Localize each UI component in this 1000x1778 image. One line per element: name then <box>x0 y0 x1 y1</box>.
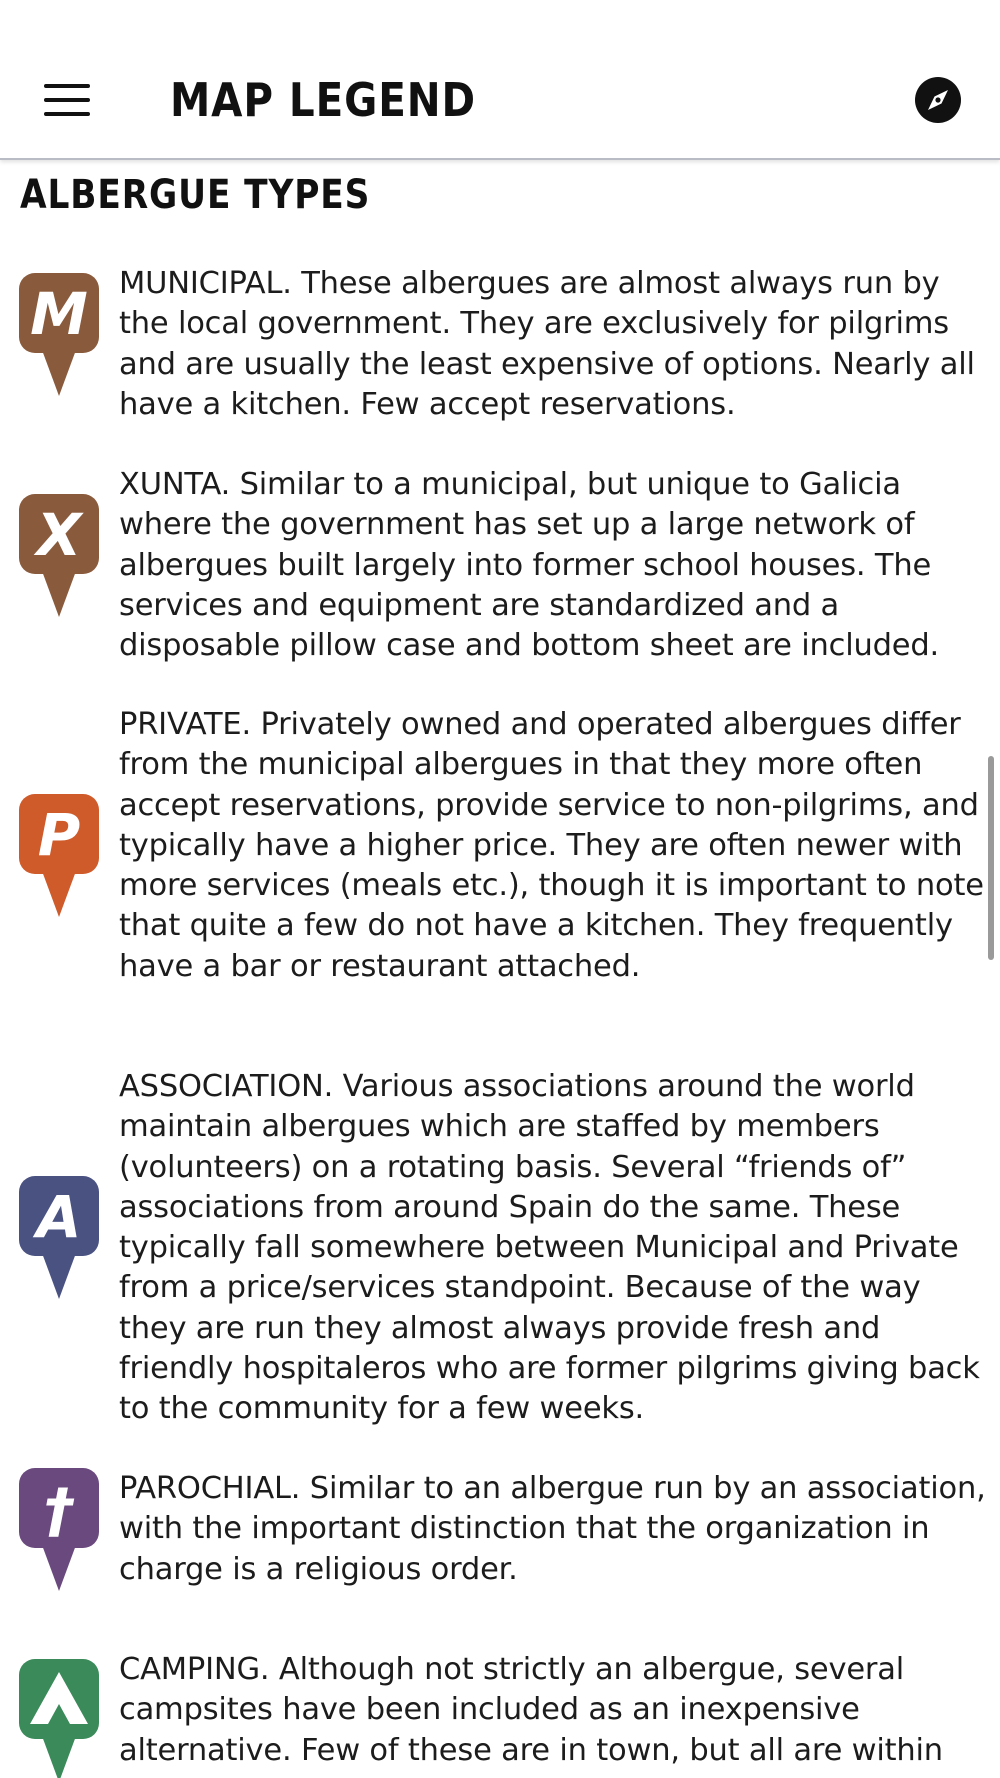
xunta-marker-icon <box>18 493 100 617</box>
page-title: MAP LEGEND <box>170 73 476 127</box>
app-header <box>0 0 1000 160</box>
compass-icon[interactable] <box>914 76 962 124</box>
legend-description-xunta: XUNTA. Similar to a municipal, but unique to Galicia where the government has set up a large network of albergues built largely into former school houses. The services and equipment are standardized and a disposable pillow case and bottom sheet are included. <box>119 467 939 664</box>
svg-text:X: X <box>36 501 82 569</box>
legend-description-association: ASSOCIATION. Various associations around the world maintain albergues which are staffed by members (volunteers) on a rotating basis. Several “friends of” associations from around Spain do the same. These typically fall somewhere between Municipal and Private from a price/services standpoint. Because of the way they are run they almost always provide fresh and friendly hospitaleros who are former pilgrims giving back to the community for a few weeks. <box>119 1069 980 1427</box>
svg-text:P: P <box>37 801 81 869</box>
svg-text:A: A <box>36 1183 82 1251</box>
legend-description-municipal: MUNICIPAL. These albergues are almost always run by the local government. They are exclusively for pilgrims and are usually the least expensive of options. Nearly all have a kitchen. Few accept reservations. <box>119 266 975 422</box>
private-marker-icon <box>18 793 100 917</box>
municipal-marker-icon <box>18 272 100 396</box>
scrollbar[interactable] <box>988 756 994 960</box>
svg-text:†: † <box>44 1476 74 1546</box>
legend-description-parochial: PAROCHIAL. Similar to an albergue run by an association, with the important distinction that the organization in charge is a religious order. <box>119 1471 986 1587</box>
parochial-marker-icon <box>18 1467 100 1591</box>
association-marker-icon <box>18 1175 100 1299</box>
camping-marker-icon <box>18 1658 100 1778</box>
legend-description-camping: CAMPING. Although not strictly an albergue, several campsites have been included as an inexpensive alternative. Few of these are in town, but all are within <box>119 1652 943 1768</box>
hamburger-menu-icon[interactable] <box>44 84 90 118</box>
svg-text:M: M <box>30 280 88 348</box>
legend-description-private: PRIVATE. Privately owned and operated albergues differ from the municipal albergues in that they more often accept reservations, provide service to non-pilgrims, and typically have a higher price. They are often newer with more services (meals etc.), though it is important to note that quite a few do not have a kitchen. They frequently have a bar or restaurant attached. <box>119 707 984 984</box>
section-title: ALBERGUE TYPES <box>20 172 371 218</box>
